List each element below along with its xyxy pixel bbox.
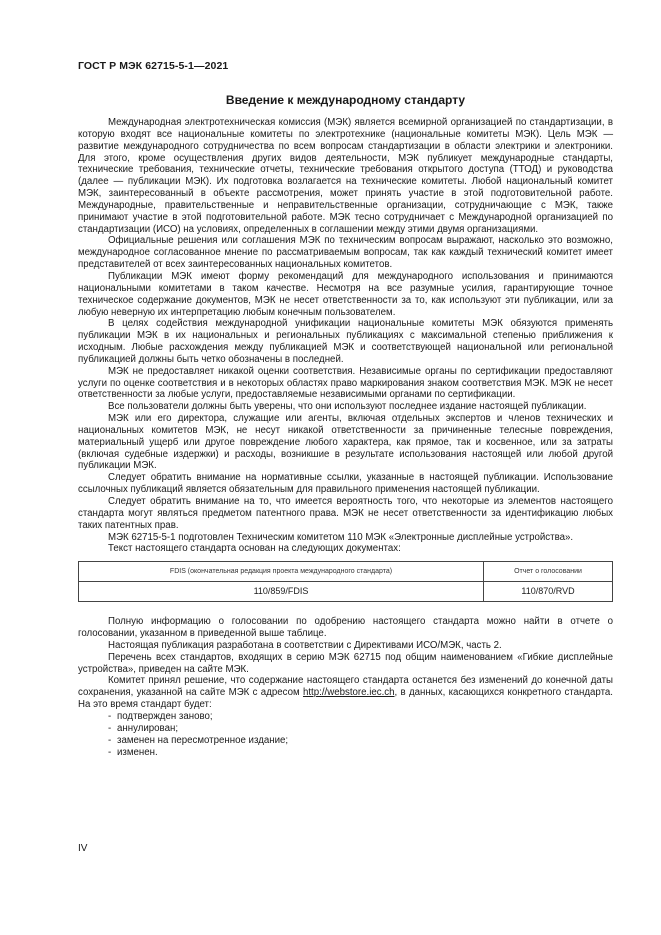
paragraph-unification: В целях содействия международной унификации национальные комитеты МЭК обязуются применять публикации МЭК в их национальных и региональных публикациях с максимальной степенью приближения к исходным. Любые расхождения между публикацией МЭК и соответствующей национальной или региональной публикацией должны быть четко обозначены в последней.: [78, 318, 613, 365]
paragraph-liability: МЭК или его директора, служащие или агенты, включая отдельных экспертов и членов технических и национальных комитетов МЭК, не несут никакой ответственности за причиненные телесные повреждения, материальный ущерб или другое повреждение любого характера, как прямое, так и косвенное, или за затраты (включая судебные издержки) и расходы, возникшие в результате использования настоящей или любой другой публикации МЭК.: [78, 413, 613, 472]
list-item: - заменен на пересмотренное издание;: [108, 735, 613, 747]
paragraph-official-decisions: Официальные решения или соглашения МЭК по техническим вопросам выражают, насколько это возможно, международное согласованное мнение по рассматриваемым вопросам, так как каждый технический комитет имеет представителей от всех заинтересованных национальных комитетов.: [78, 235, 613, 271]
table-cell-rvd: 110/870/RVD: [484, 582, 613, 602]
section-title: Введение к международному стандарту: [225, 93, 466, 107]
stability-text-after-link: , в данных, касающихся конкретного стандарта. На это время стандарт будет:: [78, 687, 613, 711]
list-item: - аннулирован;: [108, 723, 613, 735]
paragraph-latest-edition: Все пользователи должны быть уверены, что они используют последнее издание настоящей публикации.: [108, 401, 587, 413]
paragraph-iec-about: Международная электротехническая комиссия (МЭК) является всемирной организацией по стандартизации, в которую входят все национальные комитеты по электротехнике (национальные комитеты МЭК). Цель МЭК — развитие международного сотрудничества по всем вопросам стандартизации в области электрики и электроники. Для этого, кроме осуществления других видов деятельности, МЭК публикует международные стандарты, технические требования, технические отчеты, технические требования открытого доступа (ТТОД) и руководства (далее — публикации МЭК). Их подготовка возлагается на технические комитеты. Любой национальный комитет МЭК, заинтересованный в объекте рассмотрения, может принять участие в этой подготовительной работе. Международные, правительственные и неправительственные организации, сотрудничающие с МЭК, также принимают участие в этой подготовительной работе. МЭК тесно сотрудничает с Международной организацией по стандартизации (ИСО) на условиях, определенных в соглашении между этими двумя организациями.: [78, 117, 613, 235]
paragraph-voting-info: Полную информацию о голосовании по одобрению настоящего стандарта можно найти в отчете о голосовании, указанном в приведенной выше таблице.: [78, 616, 613, 640]
page-number: IV: [78, 843, 88, 854]
table-row: [79, 582, 613, 602]
paragraph-stability-date: [78, 675, 613, 711]
stability-text-before-link: Комитет принял решение, что содержание настоящего стандарта останется без изменений до конечной даты сохранения, указанной на сайте МЭК с адресом: [78, 675, 613, 699]
paragraph-directives: Настоящая публикация разработана в соответствии с Директивами ИСО/МЭК, часть 2.: [108, 639, 502, 651]
introduction-body: [78, 117, 613, 758]
paragraph-publications-form: Публикации МЭК имеют форму рекомендаций для международного использования и принимаются национальными комитетами в таком качестве. Несмотря на все разумные усилия, гарантирующие точное техническое содержание документов, МЭК не несет ответственности за то, как используют эти публикации, или за любую неверную их интерпретацию любым конечным пользователем.: [78, 270, 613, 318]
list-item: - изменен.: [108, 747, 613, 759]
iec-webstore-link[interactable]: http://webstore.iec.ch: [302, 687, 395, 699]
table-header-vote-report: Отчет о голосовании: [484, 562, 613, 582]
paragraph-prepared-by: МЭК 62715-5-1 подготовлен Техническим комитетом 110 МЭК «Электронные дисплейные устройства».: [108, 531, 574, 543]
table-header-row: [79, 562, 613, 582]
table-header-fdis: FDIS (окончательная редакция проекта международного стандарта): [79, 562, 484, 582]
paragraph-patents: Следует обратить внимание на то, что имеется вероятность того, что некоторые из элементов настоящего стандарта могут являться предметом патентного права. МЭК не несет ответственности за идентификацию любых таких патентных прав.: [78, 496, 613, 531]
standard-status-list: [78, 711, 613, 758]
paragraph-series-list: Перечень всех стандартов, входящих в серию МЭК 62715 под общим наименованием «Гибкие дисплейные устройства», приведен на сайте МЭК.: [78, 651, 613, 675]
running-header: ГОСТ Р МЭК 62715-5-1—2021: [78, 60, 229, 72]
list-item: - подтвержден заново;: [108, 711, 613, 723]
paragraph-conformity: МЭК не предоставляет никакой оценки соответствия. Независимые органы по сертификации предоставляют услуги по оценке соответствия и в некоторых областях право маркирования знаком соответствия МЭК. МЭК не несет ответственности за любые услуги, предоставляемые независимыми органами по сертификации.: [78, 365, 613, 401]
voting-documents-table: [78, 561, 613, 602]
table-cell-fdis: 110/859/FDIS: [79, 582, 484, 602]
paragraph-normative-refs: Следует обратить внимание на нормативные ссылки, указанные в настоящей публикации. Использование ссылочных публикаций является обязательным для правильного применения настоящей публикации.: [78, 472, 613, 496]
paragraph-based-on: Текст настоящего стандарта основан на следующих документах:: [108, 543, 401, 555]
